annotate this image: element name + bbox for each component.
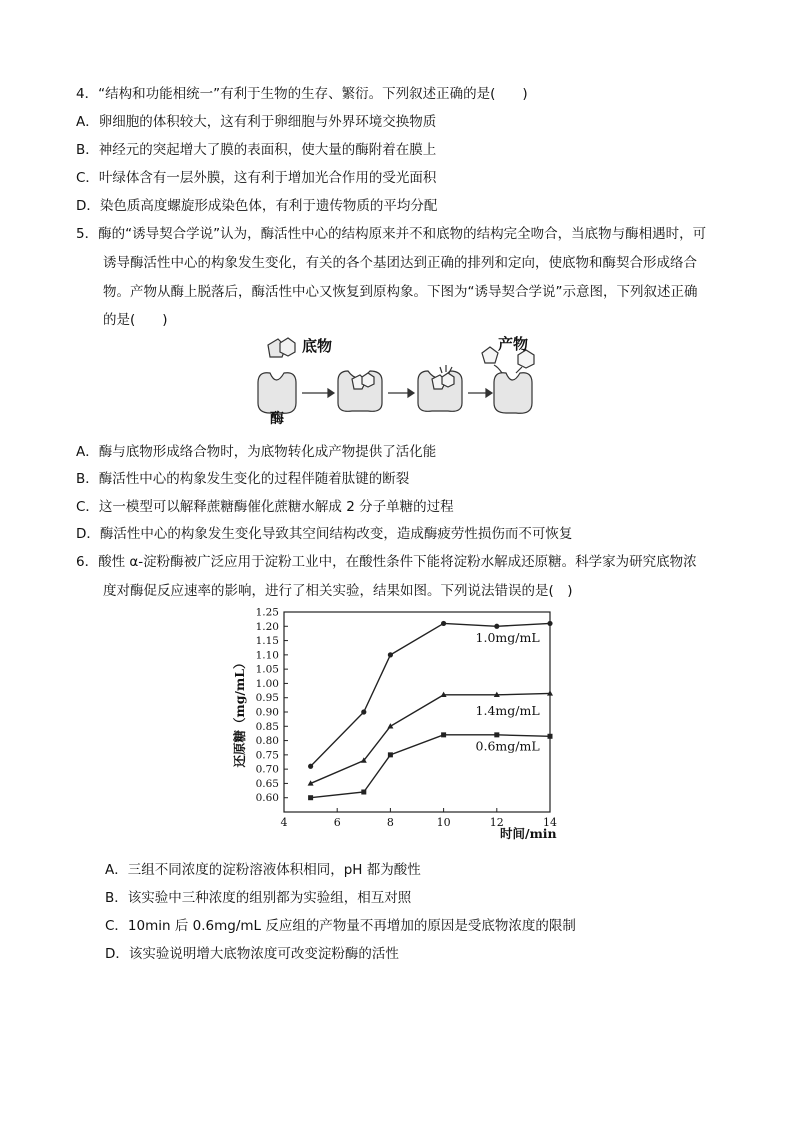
x-tick-label: 10 [436,816,451,829]
q5-option-a: A．酶与底物形成络合物时，为底物转化成产物提供了活化能 [76,444,437,460]
data-point [547,621,552,626]
series-label: 1.0mg/mL [475,630,540,645]
y-tick-label: 0.85 [255,720,279,733]
q4-option-d: D．染色质高度螺旋形成染色体，有利于遗传物质的平均分配 [76,198,438,214]
reducing-sugar-chart [228,602,568,850]
induced-fit-diagram [250,333,550,425]
data-point [494,732,499,737]
substrate-label: 底物 [302,337,333,355]
x-tick-label: 6 [333,816,341,829]
substrate-hexagon-icon [280,338,295,356]
data-point [548,734,553,739]
x-tick-label: 8 [386,816,394,829]
x-tick-label: 4 [280,816,288,829]
q6-option-b: B．该实验中三种浓度的组别都为实验组，相互对照 [105,890,412,906]
y-axis-label: 还原糖（mg/mL） [232,656,247,768]
data-point [308,764,313,769]
data-point [441,621,446,626]
y-tick-label: 1.15 [255,635,279,648]
enzyme-label: 酶 [270,411,284,425]
data-point [308,795,313,800]
product-pentagon-icon [482,347,498,363]
data-point [494,624,499,629]
q5-option-b: B．酶活性中心的构象发生变化的过程伴随着肽键的断裂 [76,471,410,487]
arrow-right-icon [328,389,334,397]
x-tick-label: 12 [489,816,504,829]
y-tick-label: 0.90 [255,706,279,719]
enzyme-icon [258,373,296,414]
enzyme-released-icon [494,373,532,414]
x-axis-label: 时间/min [500,826,557,841]
y-tick-label: 1.25 [255,606,279,619]
q4-stem: 4．“结构和功能相统一”有利于生物的生存、繁衍。下列叙述正确的是( ) [76,86,528,102]
y-tick-label: 1.20 [255,620,279,633]
product-label: 产物 [498,335,529,353]
data-point [388,752,393,757]
y-tick-label: 1.00 [255,677,279,690]
data-point [441,732,446,737]
q6-option-a: A．三组不同浓度的淀粉溶液体积相同，pH 都为酸性 [105,862,421,878]
q4-option-a: A．卵细胞的体积较大，这有利于卵细胞与外界环境交换物质 [76,114,437,130]
y-tick-label: 0.70 [255,763,279,776]
q6-option-d: D．该实验说明增大底物浓度可改变淀粉酶的活性 [105,946,399,962]
q6-option-c: C．10min 后 0.6mg/mL 反应组的产物量不再增加的原因是受底物浓度的限制 [105,918,576,934]
y-tick-label: 0.60 [255,792,279,805]
q5-stem-line-1: 5．酶的“诱导契合学说”认为，酶活性中心的结构原来并不和底物的结构完全吻合，当底物与酶相遇时，可 [76,226,707,242]
y-tick-label: 1.05 [255,663,279,676]
y-tick-label: 0.65 [255,777,279,790]
q5-option-c: C．这一模型可以解释蔗糖酶催化蔗糖水解成 2 分子单糖的过程 [76,499,454,515]
y-tick-label: 0.80 [255,735,279,748]
q6-stem-line-1: 6．酸性 α-淀粉酶被广泛应用于淀粉工业中，在酸性条件下能将淀粉水解成还原糖。科学家为研究底物浓 [76,554,697,570]
y-tick-label: 1.10 [255,649,279,662]
q5-option-d: D．酶活性中心的构象发生变化导致其空间结构改变，造成酶疲劳性损伤而不可恢复 [76,526,573,542]
q5-stem-line-2: 诱导酶活性中心的构象发生变化，有关的各个基团达到正确的排列和定向，使底物和酶契合形成络合 [103,255,697,271]
series-label: 1.4mg/mL [475,702,540,718]
data-point [388,652,393,657]
x-tick-label: 14 [543,816,557,829]
data-point [361,709,366,714]
q4-option-b: B．神经元的突起增大了膜的表面积，使大量的酶附着在膜上 [76,142,437,158]
y-tick-label: 0.95 [255,692,279,705]
series-label: 0.6mg/mL [475,738,540,754]
data-point [361,790,366,795]
q5-stem-line-3: 物。产物从酶上脱落后，酶活性中心又恢复到原构象。下图为“诱导契合学说”示意图，下列叙述正确 [103,284,698,300]
q6-stem-line-2: 度对酶促反应速率的影响，进行了相关实验，结果如图。下列说法错误的是( ) [103,583,573,599]
y-tick-label: 0.75 [255,749,279,762]
q4-option-c: C．叶绿体含有一层外膜，这有利于增加光合作用的受光面积 [76,170,437,186]
q5-stem-line-4: 的是( ) [103,312,168,328]
